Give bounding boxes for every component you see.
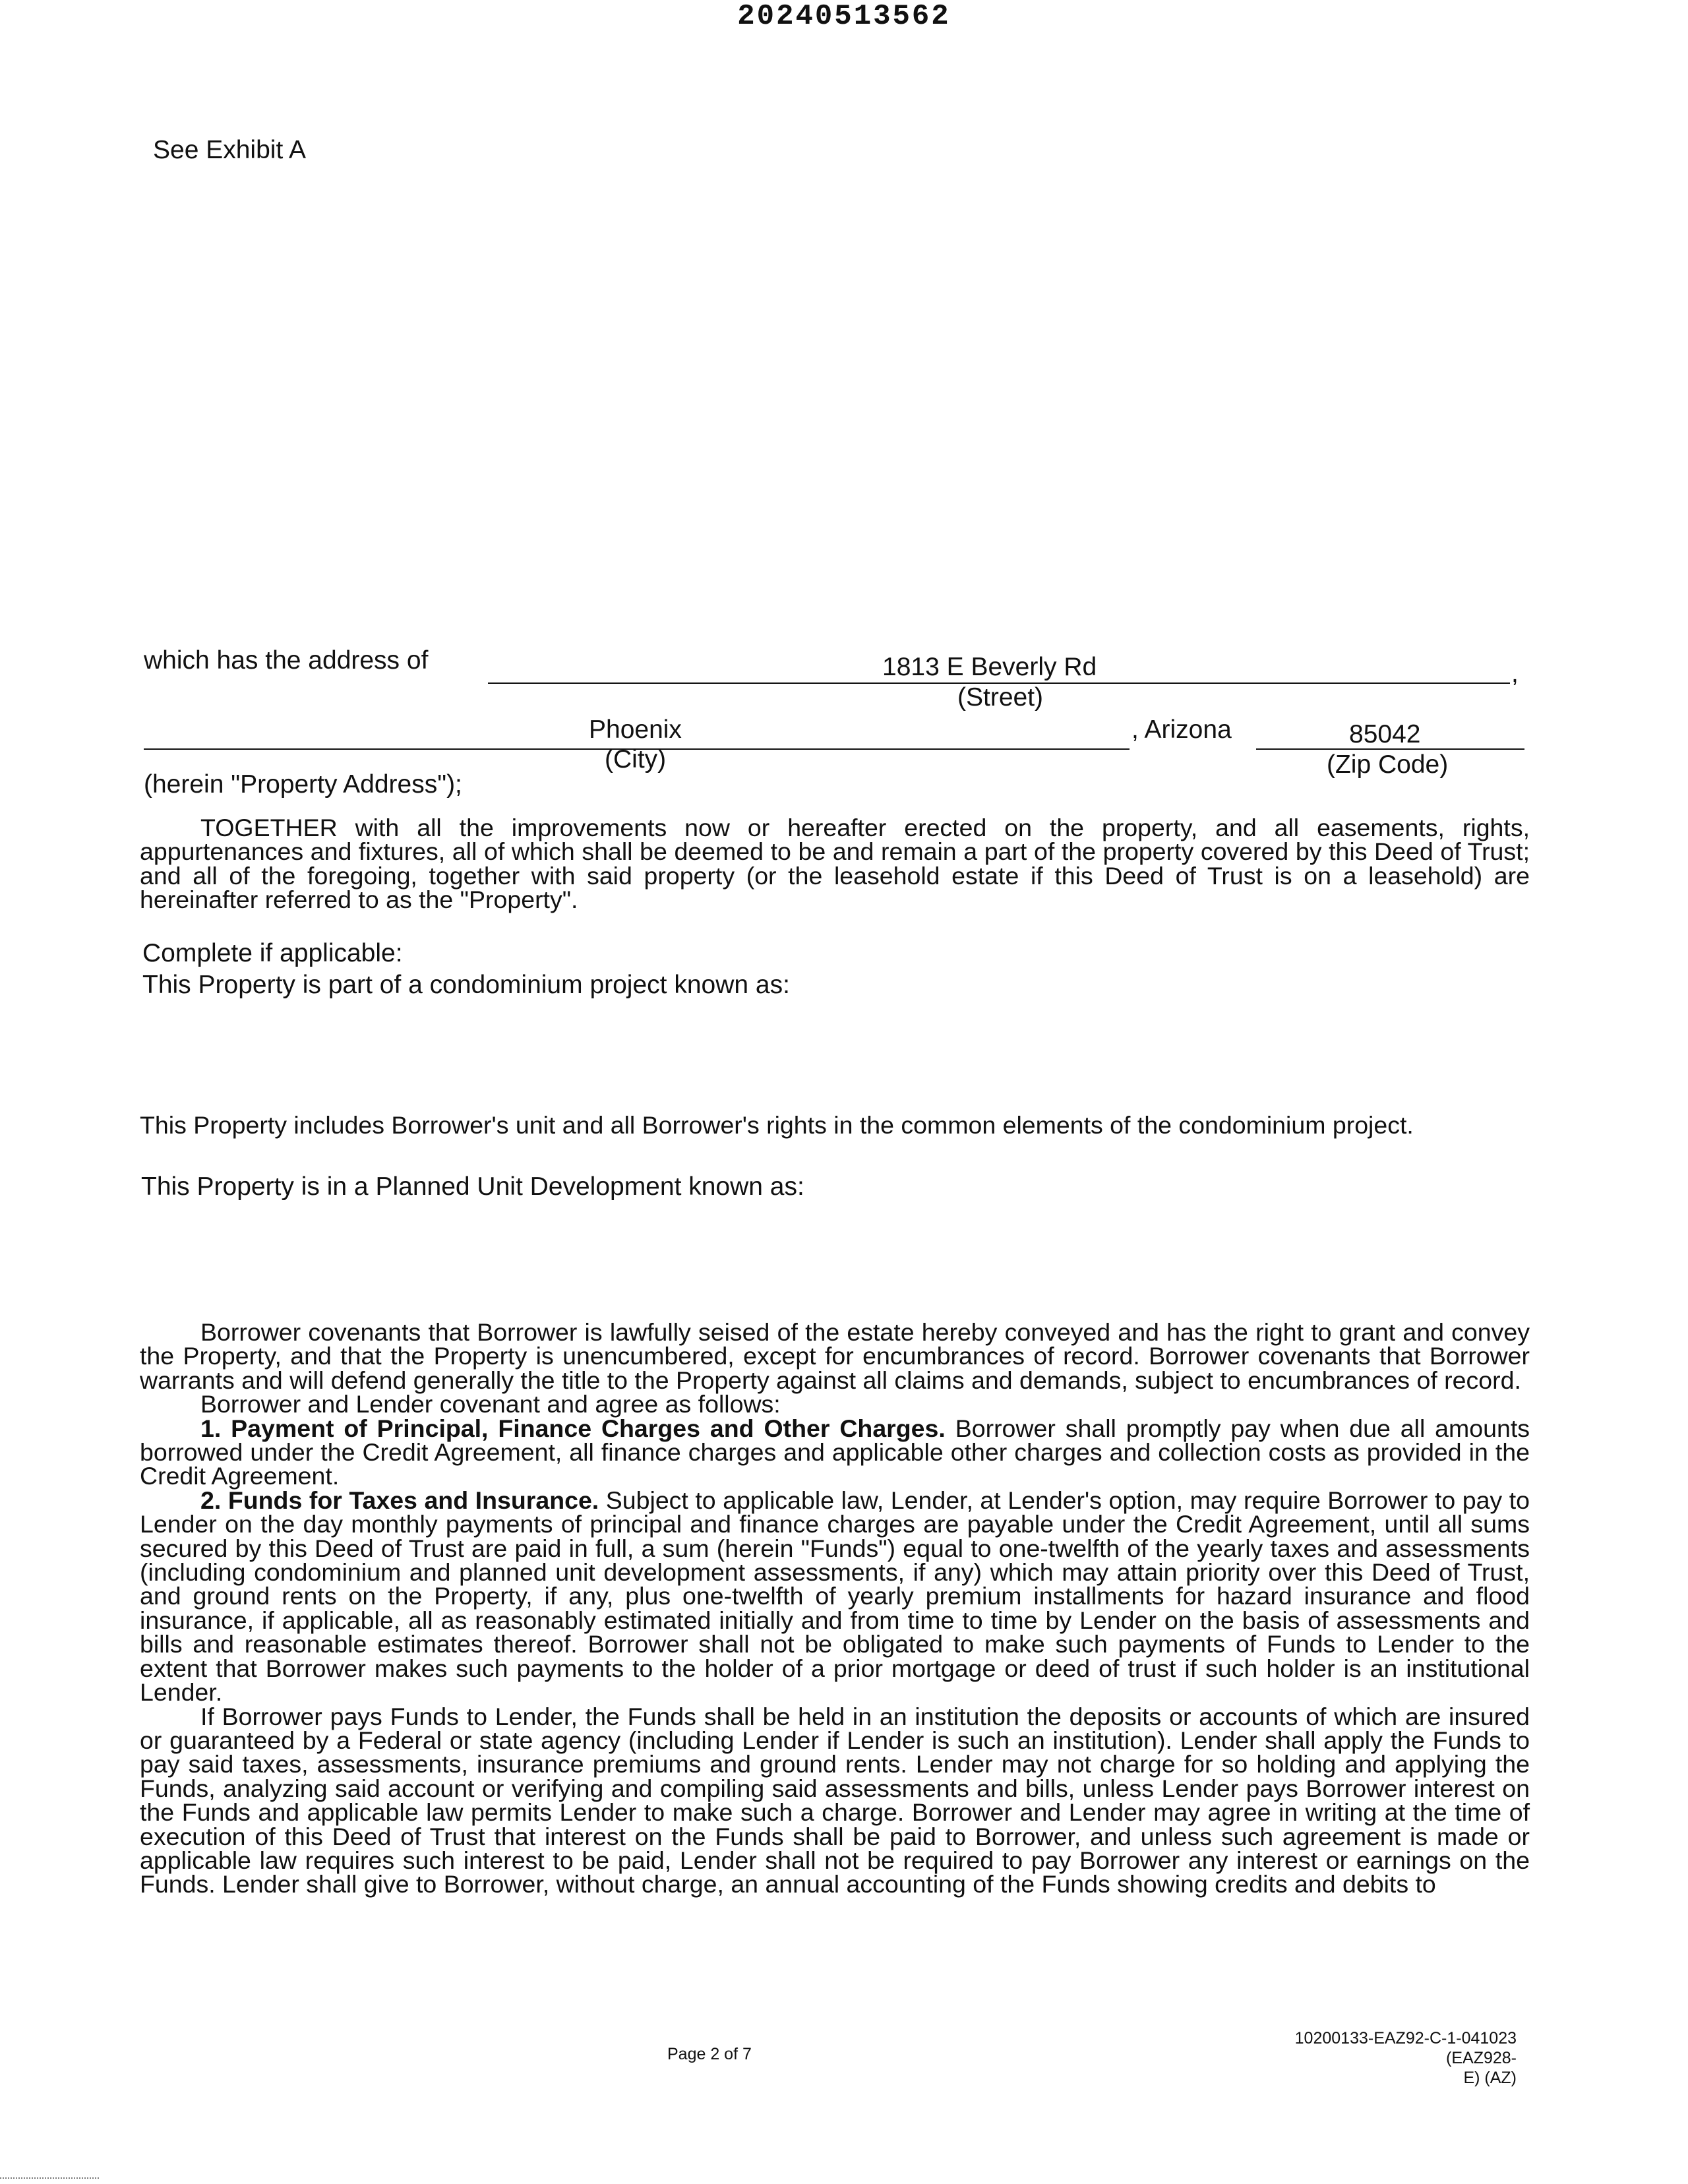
complete-if-applicable: Complete if applicable: xyxy=(142,939,403,967)
city-value: Phoenix xyxy=(589,715,682,744)
recording-number: 20240513562 xyxy=(737,0,951,33)
section-1-body: Borrower shall promptly pay when due all amounts borrowed under the Credit Agreement, all finance charges and applicable other charges and collection costs as provided in the Credit Agreement. xyxy=(140,1414,1530,1490)
legal-description-ref: See Exhibit A xyxy=(153,136,306,164)
form-id xyxy=(1240,2028,1517,2088)
covenants-body xyxy=(140,1320,1530,1896)
street-caption: (Street) xyxy=(957,683,1044,712)
street-trailing-comma: , xyxy=(1511,659,1519,688)
page-number: Page 2 of 7 xyxy=(667,2045,752,2063)
section-1 xyxy=(140,1416,1530,1488)
section-2-body: Subject to applicable law, Lender, at Lender's option, may require Borrower to pay to Lender on the day monthly payments of principal and finance charges are payable under the Credit Agreement, until all sums secured by this Deed of Trust are paid in full, a sum (herein "Funds") equal to one-twelfth of the yearly taxes and assessments (including condominium and planned unit development assessments, if any) which may attain priority over this Deed of Trust, and ground rents on the Property, if any, plus one-twelfth of yearly premium installments for hazard insurance and flood insurance, if applicable, all as reasonably estimated initially and from time to time by Lender on the basis of assessments and bills and reasonable estimates thereof. Borrower shall not be obligated to make such payments of Funds to Lender to the extent that Borrower makes such payments to the holder of a prior mortgage or deed of trust if such holder is an institutional Lender. xyxy=(140,1486,1530,1707)
property-address-herein: (herein "Property Address"); xyxy=(144,770,462,799)
together-paragraph xyxy=(140,816,1530,912)
section-2-heading: 2. Funds for Taxes and Insurance. xyxy=(200,1486,599,1514)
funds-paragraph: If Borrower pays Funds to Lender, the Funds shall be held in an institution the deposits or accounts of which are insured or guaranteed by a Federal or state agency (including Lender if Lender is such an institution). Lender shall apply the Funds to pay said taxes, assessments, insurance premiums and ground rents. Lender may not charge for so holding and applying the Funds, analyzing said account or verifying and compiling said assessments and bills, unless Lender pays Borrower interest on the Funds and applicable law permits Lender to make such a charge. Borrower and Lender may agree in writing at the time of execution of this Deed of Trust that interest on the Funds shall be paid to Borrower, and unless such agreement is made or applicable law requires such interest to be paid, Lender shall not be required to pay Borrower any interest or earnings on the Funds. Lender shall give to Borrower, without charge, an annual accounting of the Funds showing credits and debits to xyxy=(140,1702,1530,1898)
condo-includes-text: This Property includes Borrower's unit and all Borrower's rights in the common elements of the condominium project. xyxy=(140,1111,1414,1139)
state-text: , Arizona xyxy=(1131,715,1232,744)
covenants-paragraph: Borrower covenants that Borrower is lawfully seised of the estate hereby conveyed and has the right to grant and convey the Property, and that the Property is unencumbered, except for encumbrances of record. Borrower covenants that Borrower warrants and will defend generally the title to the Property against all claims and demands, subject to encumbrances of record. xyxy=(140,1318,1530,1394)
form-id-line-1: 10200133-EAZ92-C-1-041023 (EAZ928- xyxy=(1294,2029,1517,2067)
zip-caption: (Zip Code) xyxy=(1327,750,1449,779)
pud-known-as: This Property is in a Planned Unit Development known as: xyxy=(141,1172,804,1201)
together-text: TOGETHER with all the improvements now or hereafter erected on the property, and all easements, rights, appurtenances and fixtures, all of which shall be deemed to be and remain a part of the property covered by this Deed of Trust; and all of the foregoing, together with said property (or the leasehold estate if this Deed of Trust is on a leasehold) are hereinafter referred to as the "Property". xyxy=(140,814,1530,914)
form-id-line-2: E) (AZ) xyxy=(1463,2069,1517,2087)
condo-includes-paragraph xyxy=(140,1113,1530,1137)
agree-line: Borrower and Lender covenant and agree as follows: xyxy=(200,1390,781,1418)
condo-known-as: This Property is part of a condominium project known as: xyxy=(142,971,790,999)
address-intro: which has the address of xyxy=(144,646,429,675)
section-1-heading: 1. Payment of Principal, Finance Charges and Other Charges. xyxy=(200,1414,946,1442)
street-value: 1813 E Beverly Rd xyxy=(882,653,1097,681)
scan-edge-mark xyxy=(0,2177,99,2179)
section-2 xyxy=(140,1488,1530,1705)
zip-value: 85042 xyxy=(1349,720,1421,748)
city-caption: (City) xyxy=(605,745,667,774)
